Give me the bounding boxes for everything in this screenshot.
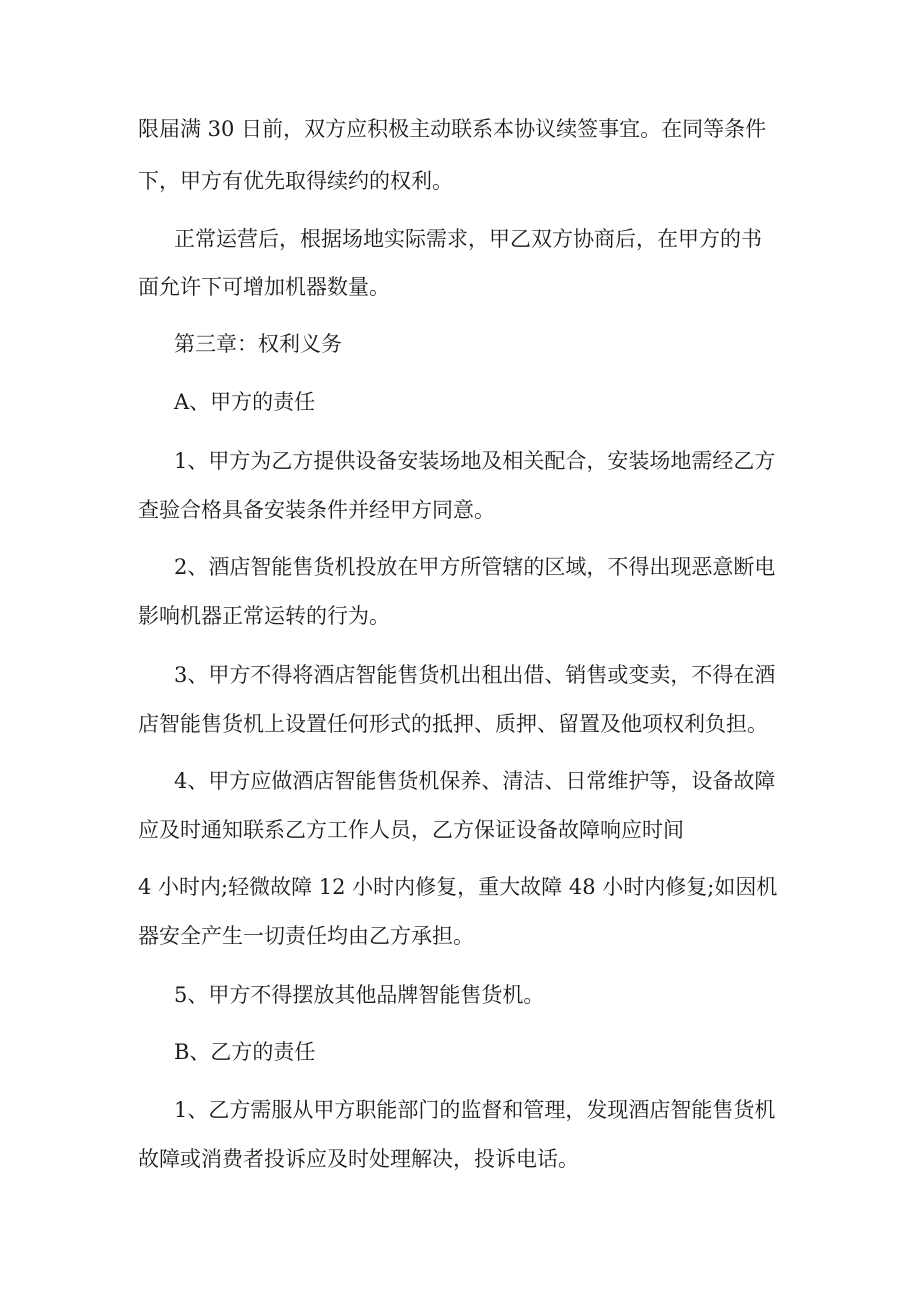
chapter-heading: 第三章：权利义务 [174, 332, 342, 356]
paragraph-line: 1、甲方为乙方提供设备安装场地及相关配合，安装场地需经乙方 [174, 449, 776, 473]
paragraph-line: 4、甲方应做酒店智能售货机保养、清洁、日常维护等，设备故障 [174, 769, 776, 793]
section-heading: B、乙方的责任 [174, 1040, 316, 1064]
paragraph-line: 面允许下可增加机器数量。 [138, 275, 390, 299]
paragraph-line: 应及时通知联系乙方工作人员，乙方保证设备故障响应时间 [138, 818, 684, 842]
paragraph-line: 正常运营后，根据场地实际需求，甲乙双方协商后，在甲方的书 [174, 227, 762, 251]
paragraph-line: 2、酒店智能售货机投放在甲方所管辖的区域，不得出现恶意断电 [174, 555, 776, 579]
paragraph-line: 4 小时内;轻微故障 12 小时内修复，重大故障 48 小时内修复;如因机 [138, 875, 778, 899]
paragraph-line: 下，甲方有优先取得续约的权利。 [138, 169, 453, 193]
paragraph-line: 查验合格具备安装条件并经甲方同意。 [138, 498, 495, 522]
paragraph-line: 器安全产生一切责任均由乙方承担。 [138, 924, 474, 948]
paragraph-line: 3、甲方不得将酒店智能售货机出租出借、销售或变卖，不得在酒 [174, 663, 776, 687]
paragraph-line: 影响机器正常运转的行为。 [138, 604, 390, 628]
paragraph-line: 店智能售货机上设置任何形式的抵押、质押、留置及他项权利负担。 [138, 712, 768, 736]
paragraph-line: 5、甲方不得摆放其他品牌智能售货机。 [174, 983, 545, 1007]
section-heading: A、甲方的责任 [174, 390, 316, 414]
paragraph-line: 故障或消费者投诉应及时处理解决，投诉电话。 [138, 1147, 579, 1171]
paragraph-line: 1、乙方需服从甲方职能部门的监督和管理，发现酒店智能售货机 [174, 1098, 776, 1122]
paragraph-line: 限届满 30 日前，双方应积极主动联系本协议续签事宜。在同等条件 [138, 117, 767, 141]
